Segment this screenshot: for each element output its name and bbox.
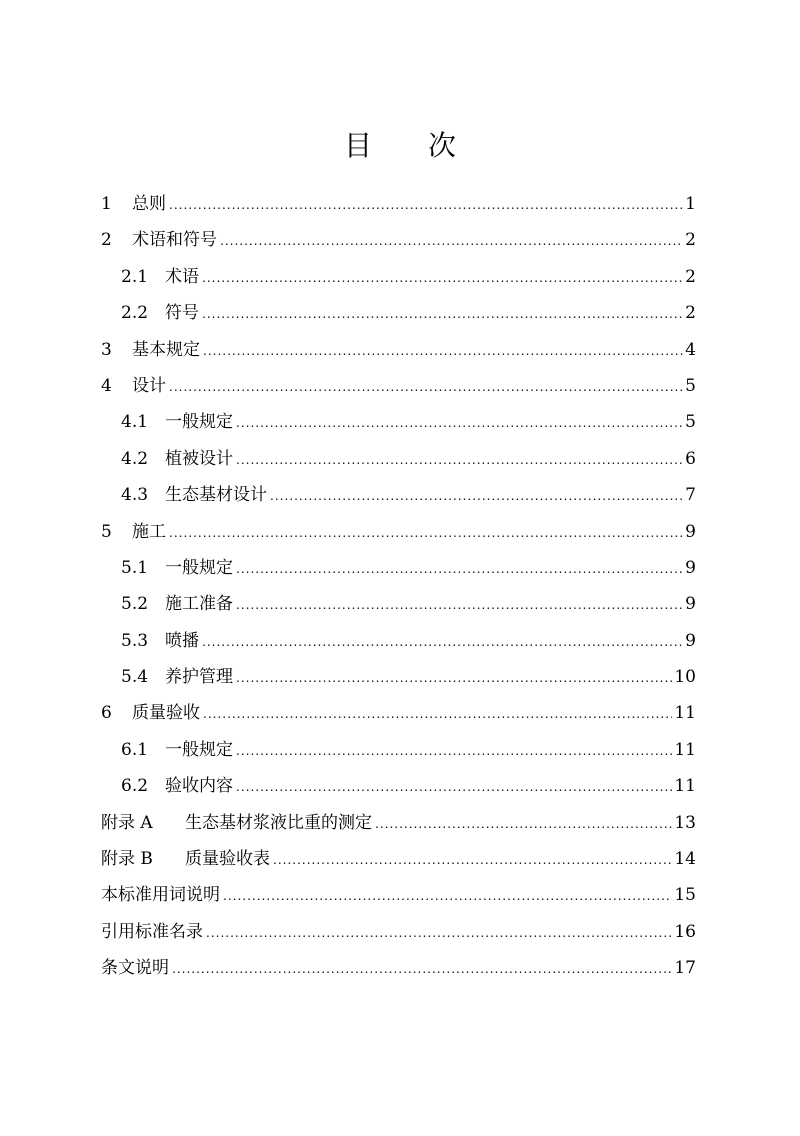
toc-leader-dots	[202, 624, 683, 660]
toc-entry[interactable]	[101, 514, 696, 550]
toc-entry-label: 一般规定	[165, 739, 233, 760]
toc-entry-page: 9	[685, 594, 696, 615]
toc-entry-number: 1	[101, 194, 112, 214]
toc-entry-page: 16	[674, 921, 696, 942]
toc-entry-number: 3	[101, 339, 112, 360]
toc-entry-number: 4.1	[121, 412, 149, 433]
toc-entry-label: 设计	[132, 375, 166, 396]
toc-entry-label: 本标准用词说明	[101, 885, 220, 906]
toc-entry-page: 10	[674, 667, 696, 688]
toc-entry[interactable]	[101, 550, 696, 586]
toc-entry-label: 术语	[165, 266, 199, 287]
toc-entry-number: 4.3	[121, 485, 149, 506]
toc-entry-label: 生态基材浆液比重的测定	[185, 812, 372, 833]
toc-leader-dots	[203, 696, 672, 732]
toc-entry-label: 一般规定	[165, 557, 233, 578]
toc-entry-label: 施工	[132, 521, 166, 542]
toc-entry-number: 4	[101, 375, 112, 396]
toc-entry-page: 6	[685, 448, 696, 469]
toc-entry-number: 附录 B	[101, 849, 153, 870]
toc-leader-dots	[273, 842, 672, 878]
toc-entry[interactable]	[101, 805, 696, 841]
toc-entry-label: 符号	[165, 303, 199, 324]
toc-leader-dots	[236, 587, 683, 623]
toc-entry[interactable]	[101, 441, 696, 477]
toc-entry-label: 质量验收表	[185, 849, 270, 870]
toc-entry[interactable]	[101, 768, 696, 804]
toc-entry[interactable]	[101, 695, 696, 731]
toc-leader-dots	[236, 733, 672, 769]
toc-entry-page: 7	[685, 485, 696, 506]
toc-entry-label: 养护管理	[165, 667, 233, 688]
title-char-1: 目	[343, 129, 372, 162]
toc-entry-page: 2	[685, 303, 696, 324]
toc-entry-page: 9	[685, 630, 696, 651]
title-char-2: 次	[428, 129, 457, 162]
toc-entry-page: 5	[685, 412, 696, 433]
toc-entry-label: 总则	[132, 194, 166, 214]
table-of-contents	[101, 186, 696, 987]
toc-entry-label: 条文说明	[101, 958, 169, 979]
toc-leader-dots	[236, 442, 683, 478]
toc-entry-label: 植被设计	[165, 448, 233, 469]
toc-entry-page: 1	[685, 194, 696, 214]
toc-entry-page: 11	[674, 739, 696, 760]
toc-leader-dots	[206, 915, 672, 951]
toc-entry[interactable]	[101, 841, 696, 877]
toc-entry[interactable]	[101, 186, 696, 222]
toc-entry[interactable]	[101, 259, 696, 295]
toc-entry-number: 4.2	[121, 448, 149, 469]
toc-leader-dots	[236, 405, 683, 441]
toc-entry-label: 引用标准名录	[101, 921, 203, 942]
toc-entry-page: 13	[674, 812, 696, 833]
toc-entry-page: 9	[685, 521, 696, 542]
toc-entry-label: 术语和符号	[132, 230, 217, 251]
toc-entry[interactable]	[101, 914, 696, 950]
toc-entry-number: 6	[101, 703, 112, 724]
toc-entry-page: 11	[674, 703, 696, 724]
toc-leader-dots	[223, 878, 672, 914]
toc-entry-number: 2	[101, 230, 112, 251]
toc-leader-dots	[202, 260, 683, 296]
toc-entry[interactable]	[101, 586, 696, 622]
toc-entry-page: 4	[685, 339, 696, 360]
toc-entry-number: 2.2	[121, 303, 149, 324]
toc-entry-number: 5	[101, 521, 112, 542]
toc-leader-dots	[375, 806, 672, 842]
toc-entry-number: 附录 A	[101, 812, 153, 833]
toc-entry-label: 质量验收	[132, 703, 200, 724]
toc-entry-label: 一般规定	[165, 412, 233, 433]
toc-entry-number: 6.1	[121, 739, 149, 760]
toc-entry[interactable]	[101, 295, 696, 331]
toc-entry-number: 5.1	[121, 557, 149, 578]
toc-entry-page: 17	[674, 958, 696, 979]
toc-leader-dots	[169, 515, 683, 551]
page-title	[0, 128, 800, 164]
toc-leader-dots	[169, 187, 683, 223]
toc-entry[interactable]	[101, 877, 696, 913]
toc-entry[interactable]	[101, 404, 696, 440]
toc-entry[interactable]	[101, 623, 696, 659]
toc-entry-number: 5.2	[121, 594, 149, 615]
toc-leader-dots	[220, 223, 683, 259]
toc-entry-page: 2	[685, 230, 696, 251]
toc-entry[interactable]	[101, 950, 696, 986]
toc-entry-page: 15	[674, 885, 696, 906]
toc-entry-number: 2.1	[121, 266, 149, 287]
toc-entry[interactable]	[101, 477, 696, 513]
toc-entry-label: 生态基材设计	[165, 485, 267, 506]
toc-leader-dots	[236, 660, 672, 696]
toc-entry[interactable]	[101, 332, 696, 368]
toc-entry-number: 5.4	[121, 667, 149, 688]
toc-entry-page: 2	[685, 266, 696, 287]
toc-leader-dots	[202, 296, 683, 332]
toc-leader-dots	[270, 478, 683, 514]
toc-leader-dots	[203, 333, 683, 369]
toc-leader-dots	[172, 951, 672, 987]
toc-entry-label: 喷播	[165, 630, 199, 651]
toc-entry-label: 基本规定	[132, 339, 200, 360]
toc-entry-page: 11	[674, 776, 696, 797]
toc-entry[interactable]	[101, 368, 696, 404]
toc-leader-dots	[236, 769, 672, 805]
toc-leader-dots	[169, 369, 683, 405]
toc-entry-page: 5	[685, 375, 696, 396]
toc-entry-number: 5.3	[121, 630, 149, 651]
toc-entry-number: 6.2	[121, 776, 149, 797]
toc-entry-label: 验收内容	[165, 776, 233, 797]
toc-entry[interactable]	[101, 222, 696, 258]
toc-entry[interactable]	[101, 732, 696, 768]
toc-entry-page: 14	[674, 849, 696, 870]
toc-entry-label: 施工准备	[165, 594, 233, 615]
toc-entry-page: 9	[685, 557, 696, 578]
toc-entry[interactable]	[101, 659, 696, 695]
toc-leader-dots	[236, 551, 683, 587]
